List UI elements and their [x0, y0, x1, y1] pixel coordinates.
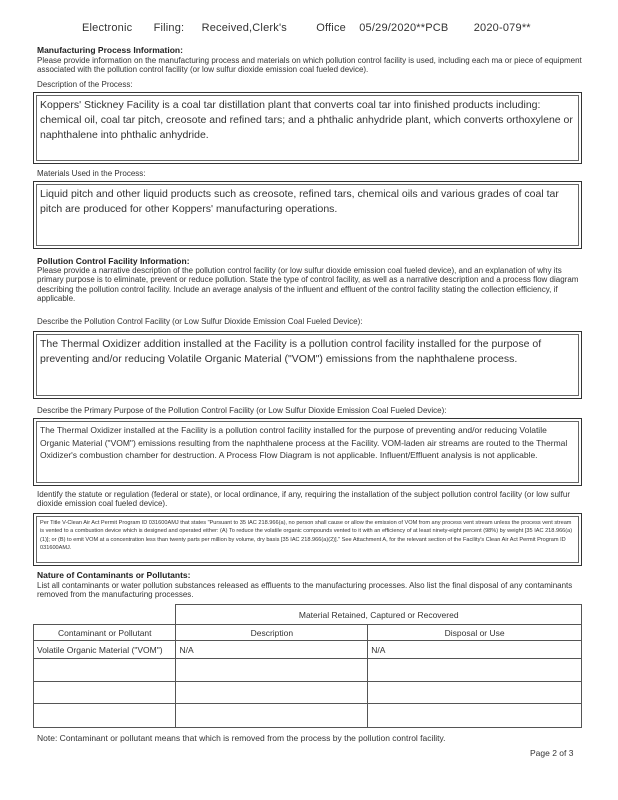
- header-date: 05/29/2020**PCB: [359, 22, 449, 34]
- describe-box[interactable]: [33, 331, 582, 399]
- describe-text: The Thermal Oxidizer addition installed at the Facility is a pollution control facility installed for the purpose of preventing and/or reducing Volatile Organic Material ("VOM") emissions from the naphthalene process.: [36, 334, 579, 396]
- cell-contaminant[interactable]: [34, 703, 176, 727]
- cell-description[interactable]: [176, 659, 368, 681]
- cell-contaminant[interactable]: [34, 681, 176, 703]
- header-office: Office: [316, 22, 346, 34]
- contaminants-instructions: List all contaminants or water pollution substances released as effluents to the manufacturing processes. Also list the final disposal of any contaminants removed from the manufacturing processes.: [37, 581, 573, 600]
- footer-note: Note: Contaminant or pollutant means that which is removed from the process by the pollution control facility.: [37, 733, 446, 743]
- description-text: Koppers' Stickney Facility is a coal tar distillation plant that converts coal tar into finished products including: chemical oil, coal tar pitch, creosote and refined tars; and a phthalic anhydride plant, which converts orthoxylene or naphthalene into phthalic anhydride.: [36, 95, 579, 161]
- purpose-label: Describe the Primary Purpose of the Pollution Control Facility (or Low Sulfur Dioxide Emission Coal Fueled Device):: [37, 406, 447, 415]
- cell-contaminant[interactable]: Volatile Organic Material ("VOM"): [34, 641, 176, 659]
- contaminants-table: [33, 604, 582, 728]
- contaminants-heading: Nature of Contaminants or Pollutants:: [37, 570, 191, 580]
- statute-label: Identify the statute or regulation (federal or state), or local ordinance, if any, requiring the installation of the subject pollution control facility (or low sulfur dioxide emission coal fueled device).: [37, 490, 571, 509]
- description-box[interactable]: [33, 92, 582, 164]
- cell-description[interactable]: [176, 703, 368, 727]
- materials-box[interactable]: [33, 181, 582, 249]
- cell-description[interactable]: N/A: [176, 641, 368, 659]
- cell-disposal[interactable]: [368, 681, 582, 703]
- col-disposal-header: Disposal or Use: [368, 625, 582, 641]
- header-electronic: Electronic: [82, 22, 133, 34]
- cell-contaminant[interactable]: [34, 659, 176, 681]
- table-row: [34, 703, 582, 727]
- filing-header: [82, 22, 531, 34]
- manufacturing-instructions: Please provide information on the manufacturing process and materials on which pollution control facility is used, including each ma or piece of equipment associated with the pollution control facility (or low sulfur dioxide emission coal fueled device).: [37, 56, 582, 75]
- describe-label: Describe the Pollution Control Facility (or Low Sulfur Dioxide Emission Coal Fueled Device):: [37, 317, 363, 326]
- table-row: [34, 681, 582, 703]
- cell-disposal[interactable]: [368, 659, 582, 681]
- col-contaminant-header: Contaminant or Pollutant: [34, 625, 176, 641]
- header-received: Received,Clerk's: [201, 22, 287, 34]
- manufacturing-heading: Manufacturing Process Information:: [37, 45, 183, 55]
- col-description-header: Description: [176, 625, 368, 641]
- materials-text: Liquid pitch and other liquid products such as creosote, refined tars, chemical oils and various grades of coal tar pitch are produced for other Koppers' manufacturing operations.: [36, 184, 579, 246]
- pollution-heading: Pollution Control Facility Information:: [37, 256, 190, 266]
- materials-label: Materials Used in the Process:: [37, 169, 146, 178]
- purpose-text: The Thermal Oxidizer installed at the Facility is a pollution control facility installed for the purpose of preventing and/or reducing Volatile Organic Material ("VOM") emissions resulting from the naphthalene process at the Facility. VOM-laden air streams are routed to the Thermal Oxidizer's combustion chamber for destruction. A Process Flow Diagram is not applicable. Influent/Effluent analysis is not applicable.: [36, 421, 579, 483]
- cell-description[interactable]: [176, 681, 368, 703]
- cell-disposal[interactable]: N/A: [368, 641, 582, 659]
- group-header: Material Retained, Captured or Recovered: [176, 605, 582, 625]
- header-number: 2020-079**: [473, 22, 531, 34]
- header-filing: Filing:: [153, 22, 185, 34]
- table-row: [34, 641, 582, 659]
- description-label: Description of the Process:: [37, 80, 133, 89]
- page-number: Page 2 of 3: [530, 748, 574, 758]
- table-row: [34, 659, 582, 681]
- pollution-instructions: Please provide a narrative description of the pollution control facility (or low sulfur dioxide emission coal fueled device), and an explanation of why its primary purpose is to eliminate, prevent or reduce pollution. State the type of control facility, as well as a narrative description and a process flow diagram describing the pollution control facility. Include an average analysis of the influent and effluent of the control facility stating the collection efficiency, if applicable.: [37, 266, 579, 304]
- purpose-box[interactable]: [33, 418, 582, 486]
- cell-disposal[interactable]: [368, 703, 582, 727]
- statute-text: Per Title V-Clean Air Act Permit Program ID 031600AMJ that states "Pursuant to 35 IAC 218.966(a), no person shall cause or allow the emission of VOM from any process vent stream unless the process vent stream is vented to a combustion device which is designed and operated either: (A) To reduce the volatile organic compounds vented to it with an efficiency of at least ninety-eight percent (98%) by weight [35 IAC 218.966(a)(1)]; or (B) to emit VOM at a concentration less than twenty parts per million by volume, dry basis [35 IAC 218.966(a)(2)]." See Attachment A, for the relevant section of the Facility's Clean Air Act Permit Program ID 031600AMJ.: [36, 516, 579, 563]
- statute-box[interactable]: [33, 513, 582, 566]
